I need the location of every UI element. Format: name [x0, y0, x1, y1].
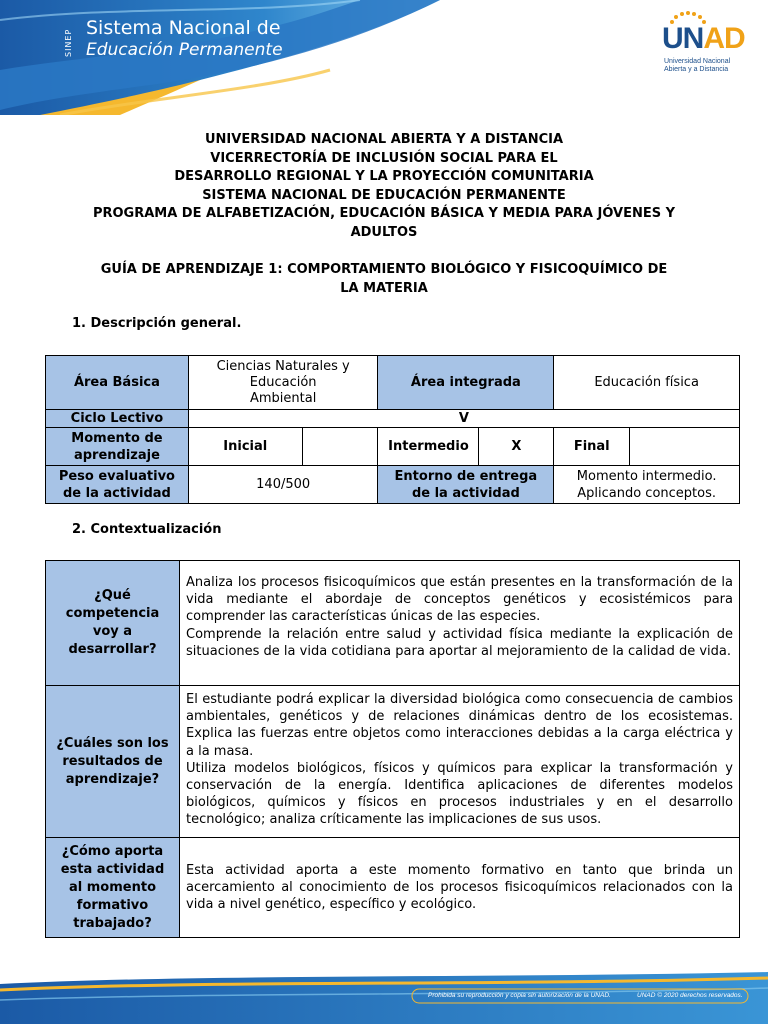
answer-cell: [180, 838, 740, 938]
unad-logo: [660, 10, 746, 80]
footer-copyright: UNAD © 2020 derechos reservados.: [637, 992, 743, 999]
table-row: [46, 686, 740, 838]
brand-line-1: Sistema Nacional de: [86, 17, 281, 39]
momento-label-line: aprendizaje: [73, 447, 160, 463]
inicial-label: Inicial: [188, 428, 302, 466]
momento-label: [46, 428, 189, 466]
title-line: PROGRAMA DE ALFABETIZACIÓN, EDUCACIÓN BÁSICA Y MEDIA PARA JÓVENES Y: [92, 206, 676, 222]
question-cell: [46, 838, 180, 938]
momento-label-line: Momento de: [71, 430, 163, 446]
answer-paragraph: El estudiante podrá explicar la diversidad biológica como consecuencia de cambios ambientales, genéticos y de relaciones dinámicas dentro de los ecosistemas. Explica las fuerzas entre objetos como interacciones debidas a la carga eléctrica y a la masa.: [186, 692, 733, 759]
area-integrada-label: Área integrada: [378, 356, 554, 410]
logo-subtitle: [664, 58, 730, 74]
general-description-table: [45, 355, 740, 504]
area-basica-label: Área Básica: [46, 356, 189, 410]
title-line: UNIVERSIDAD NACIONAL ABIERTA Y A DISTANCIA: [204, 132, 564, 147]
area-basica-value-line: Ciencias Naturales y: [216, 358, 350, 374]
question-cell: [46, 561, 180, 686]
footer-banner: [0, 970, 768, 1024]
logo-word-ad: AD: [703, 22, 745, 55]
title-line: VICERRECTORÍA DE INCLUSIÓN SOCIAL PARA EL: [210, 150, 558, 166]
peso-label-line: Peso evaluativo: [58, 468, 175, 484]
entorno-label-line: Entorno de entrega: [394, 468, 538, 484]
brand-title: [86, 17, 283, 61]
table-row: [46, 356, 740, 410]
entorno-label: [378, 466, 554, 504]
guide-title-line-1: GUÍA DE APRENDIZAJE 1: COMPORTAMIENTO BIOLÓGICO Y FISICOQUÍMICO DE: [100, 262, 668, 277]
table-row: [46, 410, 740, 428]
question-line: voy a: [92, 624, 133, 639]
question-line: ¿Cómo aporta: [61, 843, 164, 859]
logo-word-un: UN: [662, 22, 704, 55]
question-line: desarrollar?: [68, 642, 157, 657]
table-row: [46, 561, 740, 686]
final-mark: [630, 428, 740, 466]
entorno-value-line: Momento intermedio.: [576, 468, 717, 484]
brand-line-2: Educación Permanente: [86, 40, 283, 60]
question-line: esta actividad: [60, 861, 165, 877]
answer-paragraph: Esta actividad aporta a este momento formativo en tanto que brinda un acercamiento al conocimiento de los procesos fisicoquímicos relacionados con la vida a nivel genético, específico y ecológico.: [186, 863, 733, 913]
entorno-label-line: de la actividad: [411, 485, 520, 501]
section-2-heading: 2. Contextualización: [72, 522, 222, 537]
inicial-mark: [302, 428, 378, 466]
peso-label: [46, 466, 189, 504]
guide-title-line-2: LA MATERIA: [340, 280, 428, 296]
header-banner: [0, 0, 768, 115]
entorno-value: [554, 466, 740, 504]
institution-title: [60, 131, 708, 243]
footer-notice: Prohibida su reproducción y copia sin autorización de la UNAD.: [428, 992, 611, 999]
ciclo-value: V: [188, 410, 739, 428]
answer-paragraph: Comprende la relación entre salud y actividad física mediante la explicación de situaciones de la vida cotidiana para aportar al mejoramiento de la calidad de vida.: [186, 626, 733, 659]
section-1-heading: 1. Descripción general.: [72, 316, 242, 331]
table-row: [46, 466, 740, 504]
guide-title: [60, 261, 708, 298]
final-label: Final: [554, 428, 630, 466]
intermedio-label: Intermedio: [378, 428, 479, 466]
question-line: al momento: [69, 879, 156, 895]
area-basica-value: [188, 356, 378, 410]
answer-cell: [180, 561, 740, 686]
title-line: ADULTOS: [350, 224, 418, 240]
question-line: trabajado?: [73, 915, 152, 931]
question-line: ¿Cuáles son los: [56, 735, 169, 751]
question-line: competencia: [65, 606, 160, 621]
area-basica-value-line: Ambiental: [249, 390, 317, 406]
question-line: ¿Qué: [94, 588, 131, 603]
answer-paragraph: Analiza los procesos fisicoquímicos que están presentes en la transformación de la vida mediante el abordaje de conceptos genéticos y ecosistémicos para comprender las características únicas de las especies.: [186, 575, 733, 625]
intermedio-mark: X: [479, 428, 554, 466]
question-line: aprendizaje?: [65, 771, 160, 787]
sinep-side-label: SINEP: [64, 28, 73, 58]
question-line: resultados de: [62, 753, 163, 769]
logo-wordmark: [662, 22, 745, 56]
question-cell: [46, 686, 180, 838]
peso-label-line: de la actividad: [62, 485, 171, 501]
answer-paragraph: Utiliza modelos biológicos, físicos y químicos para explicar la transformación y conservación de la energía. Identifica aplicaciones de diferentes modelos biológicos, químicos y físicos en procesos industriales y en el desarrollo tecnológico; analiza críticamente las implicaciones de sus usos.: [186, 760, 733, 828]
logo-sub-line-1: Universidad Nacional: [664, 58, 731, 65]
question-line: formativo: [76, 897, 149, 913]
area-basica-value-line: Educación: [249, 374, 317, 390]
peso-value: 140/500: [188, 466, 378, 504]
area-integrada-value: Educación física: [554, 356, 740, 410]
contextualization-table: [45, 560, 740, 938]
title-line: SISTEMA NACIONAL DE EDUCACIÓN PERMANENTE: [202, 187, 566, 203]
title-line: DESARROLLO REGIONAL Y LA PROYECCIÓN COMUNITARIA: [174, 169, 594, 185]
answer-cell: [180, 686, 740, 838]
entorno-value-line: Aplicando conceptos.: [577, 485, 717, 501]
table-row: [46, 428, 740, 466]
table-row: [46, 838, 740, 938]
logo-sub-line-2: Abierta y a Distancia: [664, 66, 729, 73]
ciclo-label: Ciclo Lectivo: [46, 410, 189, 428]
